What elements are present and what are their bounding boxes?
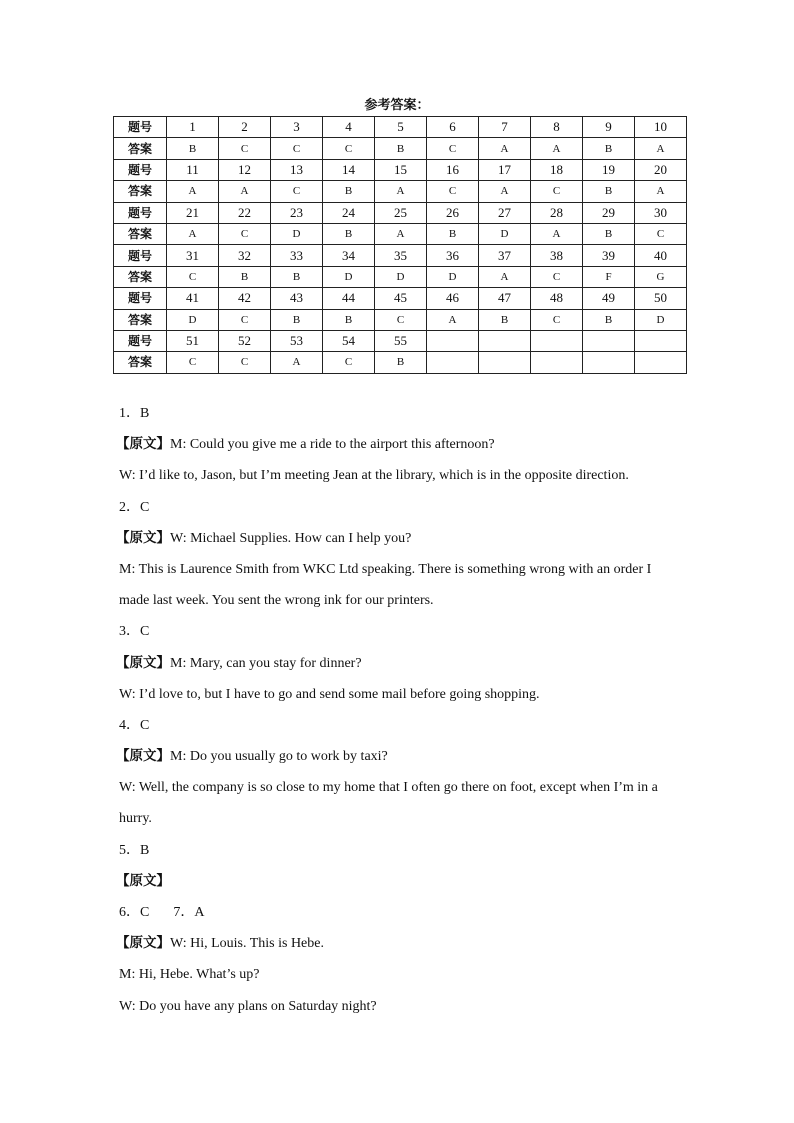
answer-cell: C <box>219 309 271 330</box>
answer-label: 答案 <box>114 266 167 287</box>
question-number-cell: 11 <box>167 159 219 180</box>
question-number-cell: 24 <box>323 202 375 223</box>
answer-cell: B <box>323 309 375 330</box>
question-number-cell: 6 <box>427 117 479 138</box>
answer-cell: C <box>271 138 323 159</box>
question-number-cell: 36 <box>427 245 479 266</box>
source-tag: 【原文】 <box>116 748 170 765</box>
question-number-cell <box>427 330 479 351</box>
question-number-cell: 37 <box>479 245 531 266</box>
answer-row <box>114 138 687 159</box>
question-number-cell: 12 <box>219 159 271 180</box>
answer-cell: A <box>219 181 271 202</box>
question-number-row <box>114 202 687 223</box>
answer-cell: A <box>479 138 531 159</box>
answer-cell: B <box>479 309 531 330</box>
question-number-cell: 23 <box>271 202 323 223</box>
question-number-cell: 45 <box>375 288 427 309</box>
question-number-row <box>114 245 687 266</box>
question-number-cell: 8 <box>531 117 583 138</box>
answer-cell: C <box>219 138 271 159</box>
answer-cell: B <box>219 266 271 287</box>
transcript-line <box>116 648 679 679</box>
question-number-label: 题号 <box>114 245 167 266</box>
answer-cell: D <box>635 309 687 330</box>
question-number-cell: 9 <box>583 117 635 138</box>
question-number-label: 题号 <box>114 202 167 223</box>
transcript-line: W: I’d love to, but I have to go and send some mail before going shopping. <box>119 686 540 702</box>
answer-cell: F <box>583 266 635 287</box>
answer-cell: B <box>375 352 427 373</box>
source-tag: 【原文】 <box>116 529 170 546</box>
transcript-line <box>116 523 679 554</box>
answer-heading <box>119 897 679 928</box>
answer-cell: B <box>427 223 479 244</box>
answer-cell: B <box>583 181 635 202</box>
question-number-cell: 3 <box>271 117 323 138</box>
answer-cell: B <box>583 309 635 330</box>
question-number-cell <box>583 330 635 351</box>
answer-label: 答案 <box>114 352 167 373</box>
answer-cell: B <box>271 266 323 287</box>
question-number-cell <box>531 330 583 351</box>
answer-cell: A <box>635 138 687 159</box>
answer-cell: C <box>375 309 427 330</box>
transcript-line <box>116 928 679 959</box>
question-number-cell: 28 <box>531 202 583 223</box>
question-number-cell: 14 <box>323 159 375 180</box>
question-number-cell: 13 <box>271 159 323 180</box>
answer-cell: B <box>271 309 323 330</box>
answer-key-table <box>113 116 687 374</box>
question-number-cell <box>479 330 531 351</box>
explanations <box>116 398 679 1022</box>
transcript-text: W: Hi, Louis. This is Hebe. <box>170 936 324 952</box>
source-tag: 【原文】 <box>116 436 170 453</box>
question-number-cell: 7 <box>479 117 531 138</box>
question-number-cell: 21 <box>167 202 219 223</box>
question-number-cell: 51 <box>167 330 219 351</box>
answer-cell: B <box>375 138 427 159</box>
transcript-line: M: Hi, Hebe. What’s up? <box>119 967 260 983</box>
question-number-label: 题号 <box>114 288 167 309</box>
question-number-cell: 38 <box>531 245 583 266</box>
question-number-cell: 10 <box>635 117 687 138</box>
question-number-cell: 22 <box>219 202 271 223</box>
answer-cell <box>427 352 479 373</box>
transcript-text: M: Do you usually go to work by taxi? <box>170 749 388 765</box>
answer-row <box>114 352 687 373</box>
answer-cell: C <box>219 223 271 244</box>
answer-label: 答案 <box>114 309 167 330</box>
question-number-cell: 33 <box>271 245 323 266</box>
question-number-cell: 18 <box>531 159 583 180</box>
question-number-cell <box>635 330 687 351</box>
answer-cell: A <box>531 223 583 244</box>
answer-cell <box>531 352 583 373</box>
answer-heading: 4．C <box>119 717 150 733</box>
answer-cell: D <box>427 266 479 287</box>
question-number-cell: 5 <box>375 117 427 138</box>
answer-cell: C <box>271 181 323 202</box>
answer-cell: B <box>167 138 219 159</box>
question-number-cell: 46 <box>427 288 479 309</box>
answer-cell: D <box>479 223 531 244</box>
question-number-cell: 2 <box>219 117 271 138</box>
transcript-line: W: I’d like to, Jason, but I’m meeting Jean at the library, which is in the opposite direction. <box>119 468 629 484</box>
answer-cell: D <box>271 223 323 244</box>
question-number-label: 题号 <box>114 117 167 138</box>
question-number-cell: 52 <box>219 330 271 351</box>
answer-cell: C <box>635 223 687 244</box>
question-number-cell: 15 <box>375 159 427 180</box>
answer-cell: A <box>427 309 479 330</box>
question-number-row <box>114 159 687 180</box>
answer-cell: C <box>167 266 219 287</box>
answer-row <box>114 309 687 330</box>
question-number-cell: 27 <box>479 202 531 223</box>
question-number-row <box>114 117 687 138</box>
answer-cell: A <box>375 223 427 244</box>
question-number-cell: 50 <box>635 288 687 309</box>
question-number-row <box>114 330 687 351</box>
answer-heading: 1．B <box>119 406 150 421</box>
answer-row <box>114 266 687 287</box>
transcript-line: M: This is Laurence Smith from WKC Ltd speaking. There is something wrong with an order I <box>119 561 652 577</box>
question-number-cell: 41 <box>167 288 219 309</box>
answer-cell: A <box>167 181 219 202</box>
answer-cell: C <box>427 181 479 202</box>
source-tag: 【原文】 <box>116 872 170 889</box>
question-number-cell: 20 <box>635 159 687 180</box>
question-number-cell: 43 <box>271 288 323 309</box>
answer-cell <box>635 352 687 373</box>
answer-cell: B <box>323 181 375 202</box>
answer-cell: D <box>375 266 427 287</box>
question-number-cell: 29 <box>583 202 635 223</box>
question-number-cell: 30 <box>635 202 687 223</box>
question-number-cell: 26 <box>427 202 479 223</box>
question-number-label: 题号 <box>114 330 167 351</box>
answer-label: 答案 <box>114 138 167 159</box>
question-number-cell: 48 <box>531 288 583 309</box>
transcript-line <box>116 866 679 897</box>
transcript-text: M: Mary, can you stay for dinner? <box>170 655 362 671</box>
answer-cell: A <box>271 352 323 373</box>
answer-heading-part: 6．C <box>119 905 150 920</box>
question-number-cell: 42 <box>219 288 271 309</box>
transcript-line: W: Well, the company is so close to my home that I often go there on foot, except when I’m in a <box>119 780 658 796</box>
answer-cell: G <box>635 266 687 287</box>
answer-cell: A <box>635 181 687 202</box>
question-number-cell: 16 <box>427 159 479 180</box>
answer-cell: A <box>531 138 583 159</box>
answer-row <box>114 181 687 202</box>
question-number-cell: 34 <box>323 245 375 266</box>
answer-heading: 5．B <box>119 842 150 858</box>
answer-cell: C <box>323 138 375 159</box>
transcript-line: W: Do you have any plans on Saturday night? <box>119 998 377 1014</box>
transcript-line: hurry. <box>119 811 152 827</box>
answer-cell: D <box>167 309 219 330</box>
answer-cell: C <box>427 138 479 159</box>
question-number-cell: 40 <box>635 245 687 266</box>
answer-cell: B <box>583 223 635 244</box>
source-tag: 【原文】 <box>116 935 170 952</box>
question-number-cell: 25 <box>375 202 427 223</box>
answer-cell: A <box>479 266 531 287</box>
transcript-text: M: Could you give me a ride to the airport this afternoon? <box>170 437 495 453</box>
source-tag: 【原文】 <box>116 654 170 671</box>
answer-cell <box>583 352 635 373</box>
transcript-text: W: Michael Supplies. How can I help you? <box>170 530 412 546</box>
answer-cell <box>479 352 531 373</box>
question-number-label: 题号 <box>114 159 167 180</box>
question-number-row <box>114 288 687 309</box>
question-number-cell: 17 <box>479 159 531 180</box>
answer-heading-part: 7．A <box>173 905 205 920</box>
question-number-cell: 32 <box>219 245 271 266</box>
answer-cell: C <box>219 352 271 373</box>
answer-cell: A <box>375 181 427 202</box>
question-number-cell: 1 <box>167 117 219 138</box>
answer-cell: C <box>531 181 583 202</box>
answer-label: 答案 <box>114 223 167 244</box>
question-number-cell: 39 <box>583 245 635 266</box>
answer-cell: A <box>479 181 531 202</box>
answer-cell: D <box>323 266 375 287</box>
answer-cell: C <box>167 352 219 373</box>
question-number-cell: 19 <box>583 159 635 180</box>
question-number-cell: 53 <box>271 330 323 351</box>
transcript-line <box>116 429 679 460</box>
question-number-cell: 54 <box>323 330 375 351</box>
answer-cell: B <box>323 223 375 244</box>
answer-cell: C <box>531 309 583 330</box>
answer-cell: B <box>583 138 635 159</box>
answer-label: 答案 <box>114 181 167 202</box>
transcript-line <box>116 741 679 772</box>
question-number-cell: 35 <box>375 245 427 266</box>
question-number-cell: 47 <box>479 288 531 309</box>
page-title: 参考答案： <box>364 98 430 113</box>
answer-heading: 3．C <box>119 624 150 640</box>
question-number-cell: 44 <box>323 288 375 309</box>
answer-row <box>114 223 687 244</box>
answer-heading: 2．C <box>119 499 150 515</box>
answer-cell: C <box>531 266 583 287</box>
answer-cell: A <box>167 223 219 244</box>
question-number-cell: 49 <box>583 288 635 309</box>
answer-cell: C <box>323 352 375 373</box>
question-number-cell: 4 <box>323 117 375 138</box>
question-number-cell: 55 <box>375 330 427 351</box>
question-number-cell: 31 <box>167 245 219 266</box>
transcript-line: made last week. You sent the wrong ink for our printers. <box>119 593 434 609</box>
